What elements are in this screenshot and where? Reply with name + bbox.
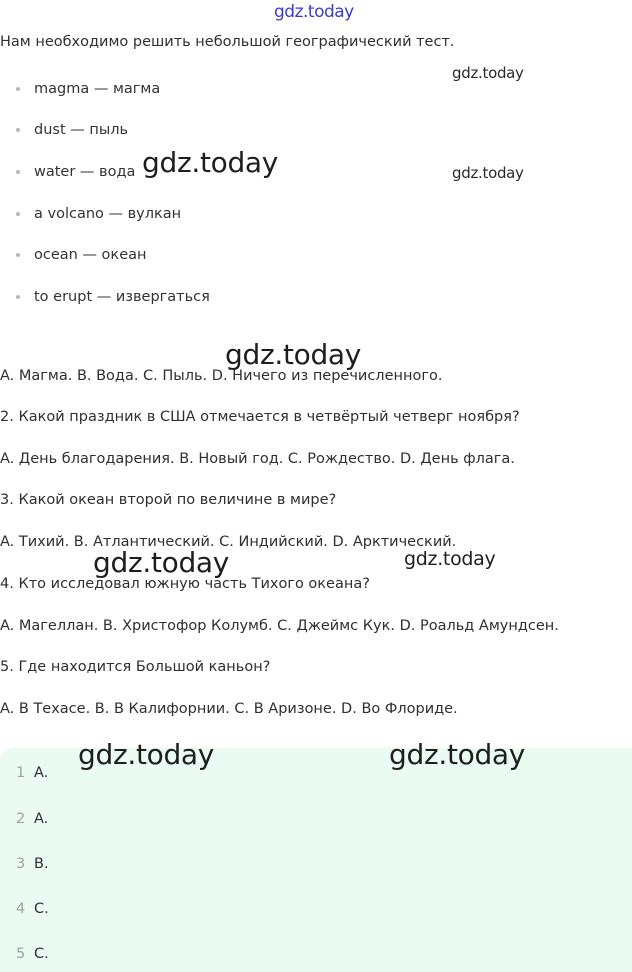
answer-number: 2: [16, 811, 26, 827]
answer-value: A.: [34, 811, 49, 827]
list-item: water — вода: [16, 151, 210, 193]
answer-number: 1: [16, 765, 26, 781]
quiz-options-3: A. Тихий. B. Атлантический. C. Индийский. D. Арктический.: [0, 534, 457, 550]
answer-number: 5: [16, 946, 26, 962]
watermark: gdz.today: [225, 338, 362, 371]
bullet-icon: [16, 87, 20, 91]
bullet-icon: [16, 253, 20, 257]
answer-value: B.: [34, 856, 49, 872]
answer-row: [16, 765, 48, 781]
list-item: a volcano — вулкан: [16, 193, 210, 235]
list-item: ocean — океан: [16, 234, 210, 276]
answer-value: C.: [34, 901, 49, 917]
answer-value: C.: [34, 946, 49, 962]
answer-row: [16, 811, 48, 827]
bullet-icon: [16, 128, 20, 132]
quiz-question-4: 4. Кто исследовал южную часть Тихого океана?: [0, 576, 370, 592]
watermark: gdz.today: [452, 64, 524, 82]
answer-row: [16, 901, 49, 917]
watermark: gdz.today: [404, 548, 496, 570]
watermark: gdz.today: [452, 164, 524, 182]
intro-text: Нам необходимо решить небольшой географический тест.: [0, 34, 455, 50]
answer-value: A.: [34, 765, 49, 781]
quiz-question-2: 2. Какой праздник в США отмечается в четвёртый четверг ноября?: [0, 409, 520, 425]
quiz-options-4: A. Магеллан. B. Христофор Колумб. C. Джеймс Кук. D. Роальд Амундсен.: [0, 618, 559, 634]
quiz-question-5: 5. Где находится Большой каньон?: [0, 659, 271, 675]
site-logo[interactable]: gdz.today: [274, 2, 354, 22]
quiz-options-1: A. Магма. B. Вода. C. Пыль. D. Ничего из перечисленного.: [0, 368, 443, 384]
watermark: gdz.today: [142, 146, 279, 179]
answer-number: 4: [16, 901, 26, 917]
watermark: gdz.today: [93, 546, 230, 579]
quiz-question-3: 3. Какой океан второй по величине в мире?: [0, 492, 337, 508]
bullet-icon: [16, 212, 20, 216]
answer-row: [16, 946, 49, 962]
list-item: dust — пыль: [16, 110, 210, 152]
answer-number: 3: [16, 856, 26, 872]
watermark: gdz.today: [78, 738, 215, 771]
bullet-icon: [16, 295, 20, 299]
bullet-icon: [16, 170, 20, 174]
answer-row: [16, 856, 49, 872]
watermark: gdz.today: [389, 738, 526, 771]
quiz-options-2: A. День благодарения. B. Новый год. C. Рождество. D. День флага.: [0, 451, 515, 467]
list-item: to erupt — извергаться: [16, 276, 210, 318]
quiz-options-5: A. В Техасе. B. В Калифорнии. C. В Аризоне. D. Во Флориде.: [0, 701, 458, 717]
vocabulary-list: [16, 68, 210, 318]
answers-panel: [0, 748, 632, 972]
list-item: magma — магма: [16, 68, 210, 110]
